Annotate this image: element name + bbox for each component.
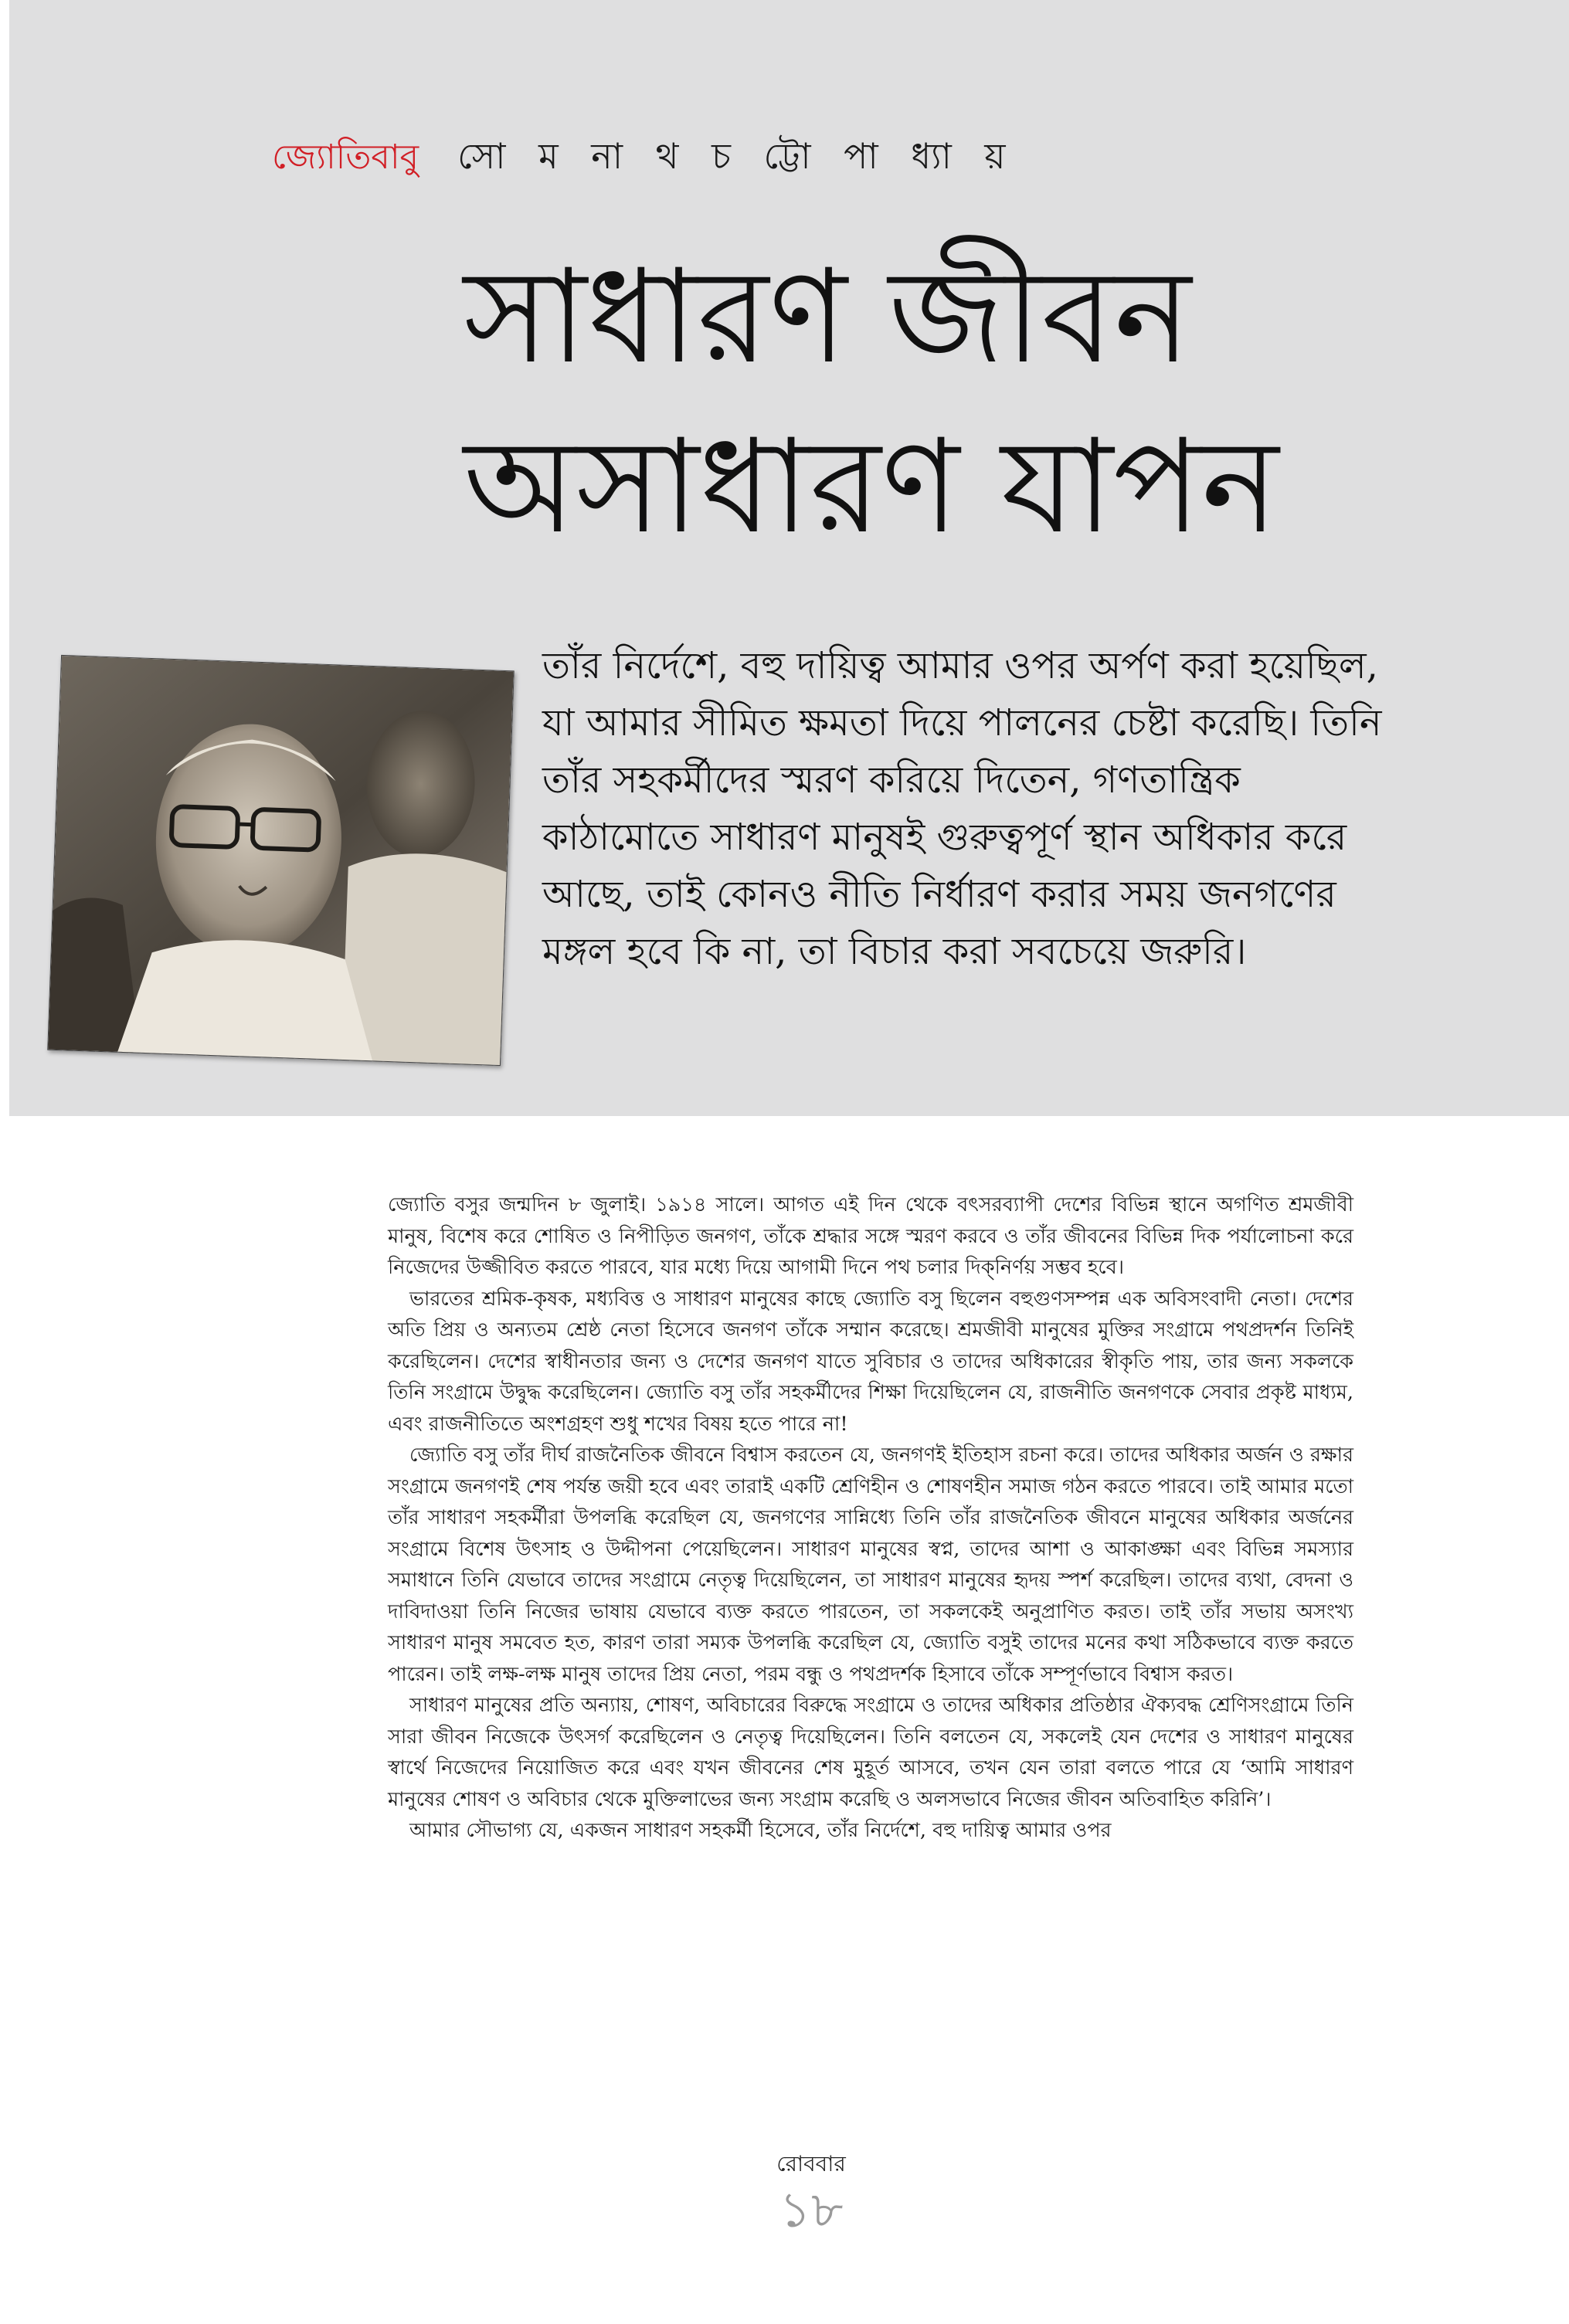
publication-name: রোববার <box>776 2151 846 2176</box>
headline-line-1: সাধারণ জীবন <box>464 241 1192 392</box>
byline <box>272 130 1017 184</box>
section-tag: জ্যোতিবাবু <box>272 137 419 177</box>
page-footer <box>695 2147 927 2237</box>
page-number: ১৮ <box>779 2182 844 2239</box>
headline-line-2: অসাধারণ যাপন <box>464 411 1279 562</box>
article-paragraph: জ্যোতি বসু তাঁর দীর্ঘ রাজনৈতিক জীবনে বিশ্বাস করতেন যে, জনগণই ইতিহাস রচনা করে। তাদের অধিকার অর্জন ও রক্ষার সংগ্রামে জনগণই শেষ পর্যন্ত জয়ী হবে এবং তারাই একটি শ্রেণিহীন ও শোষণহীন সমাজ গঠন করতে পারবে। তাই আমার মতো তাঁর সাধারণ সহকর্মীরা উপলব্ধি করেছিল যে, জনগণের সান্নিধ্যে তিনি তাঁর রাজনৈতিক জীবনে মানুষের অধিকার অর্জনের সংগ্রামে বিশেষ উৎসাহ ও উদ্দীপনা পেয়েছিলেন। সাধারণ মানুষের স্বপ্ন, তাদের আশা ও আকাঙ্ক্ষা এবং বিভিন্ন সমস্যার সমাধানে তিনি যেভাবে তাদের সংগ্রামে নেতৃত্ব দিয়েছিলেন, তা সাধারণ মানুষের হৃদয় স্পর্শ করেছিল। তাদের ব্যথা, বেদনা ও দাবিদাওয়া তিনি নিজের ভাষায় যেভাবে ব্যক্ত করতে পারতেন, তা সকলকেই অনুপ্রাণিত করত। তাই তাঁর সভায় অসংখ্য সাধারণ মানুষ সমবেত হত, কারণ তারা সম্যক উপলব্ধি করেছিল যে, জ্যোতি বসুই তাদের মনের কথা সঠিকভাবে ব্যক্ত করতে পারেন। তাই লক্ষ-লক্ষ মানুষ তাদের প্রিয় নেতা, পরম বন্ধু ও পথপ্রদর্শক হিসাবে তাঁকে সম্পূর্ণভাবে বিশ্বাস করত। <box>388 1444 1353 1686</box>
headline <box>464 232 1391 572</box>
article-paragraph: ভারতের শ্রমিক-কৃষক, মধ্যবিত্ত ও সাধারণ মানুষের কাছে জ্যোতি বসু ছিলেন বহুগুণসম্পন্ন এক অবিসংবাদী নেতা। দেশের অতি প্রিয় ও অন্যতম শ্রেষ্ঠ নেতা হিসেবে জনগণ তাঁকে সম্মান করেছে। শ্রমজীবী মানুষের মুক্তির সংগ্রামে পথপ্রদর্শন তিনিই করেছিলেন। দেশের স্বাধীনতার জন্য ও দেশের জনগণ যাতে সুবিচার ও তাদের অধিকারের স্বীকৃতি পায়, তার জন্য সকলকে তিনি সংগ্রামে উদ্বুদ্ধ করেছিলেন। জ্যোতি বসু তাঁর সহকর্মীদের শিক্ষা দিয়েছিলেন যে, রাজনীতি জনগণকে সেবার প্রকৃষ্ট মাধ্যম, এবং রাজনীতিতে অংশগ্রহণ শুধু শখের বিষয় হতে পারে না! <box>388 1287 1353 1436</box>
pull-quote: তাঁর নির্দেশে, বহু দায়িত্ব আমার ওপর অর্পণ করা হয়েছিল, যা আমার সীমিত ক্ষমতা দিয়ে পালনের চেষ্টা করেছি। তিনি তাঁর সহকর্মীদের স্মরণ করিয়ে দিতেন, গণতান্ত্রিক কাঠামোতে সাধারণ মানুষই গুরুত্বপূর্ণ স্থান অধিকার করে আছে, তাই কোনও নীতি নির্ধারণ করার সময় জনগণের মঙ্গল হবে কি না, তা বিচার করা সবচেয়ে জরুরি। <box>542 644 1382 973</box>
author-name: সো ম না থ চ ট্টো পা ধ্যা য় <box>457 135 1017 177</box>
article-paragraph: আমার সৌভাগ্য যে, একজন সাধারণ সহকর্মী হিসেবে, তাঁর নির্দেশে, বহু দায়িত্ব আমার ওপর <box>409 1819 1112 1842</box>
article-paragraph: জ্যোতি বসুর জন্মদিন ৮ জুলাই। ১৯১৪ সালে। আগত এই দিন থেকে বৎসরব্যাপী দেশের বিভিন্ন স্থানে অগণিত শ্রমজীবী মানুষ, বিশেষ করে শোষিত ও নিপীড়িত জনগণ, তাঁকে শ্রদ্ধার সঙ্গে স্মরণ করবে ও তাঁর জীবনের বিভিন্ন দিক পর্যালোচনা করে নিজেদের উজ্জীবিত করতে পারবে, যার মধ্যে দিয়ে আগামী দিনে পথ চলার দিক্‌নির্ণয় সম্ভব হবে। <box>388 1193 1353 1279</box>
article-body <box>388 1189 1353 1847</box>
portrait-photo <box>47 655 515 1066</box>
article-paragraph: সাধারণ মানুষের প্রতি অন্যায়, শোষণ, অবিচারের বিরুদ্ধে সংগ্রামে ও তাদের অধিকার প্রতিষ্ঠার ঐক্যবদ্ধ শ্রেণিসংগ্রামে তিনি সারা জীবন নিজেকে উৎসর্গ করেছিলেন ও নেতৃত্ব দিয়েছিলেন। তিনি বলতেন যে, সকলেই যেন দেশের ও সাধারণ মানুষের স্বার্থে নিজেদের নিয়োজিত করে এবং যখন জীবনের শেষ মুহূর্ত আসবে, তখন যেন তারা বলতে পারে যে ‘আমি সাধারণ মানুষের শোষণ ও অবিচার থেকে মুক্তিলাভের জন্য সংগ্রাম করেছি ও অলসভাবে নিজের জীবন অতিবাহিত করিনি’। <box>388 1694 1353 1811</box>
portrait-photo-image <box>48 656 513 1065</box>
